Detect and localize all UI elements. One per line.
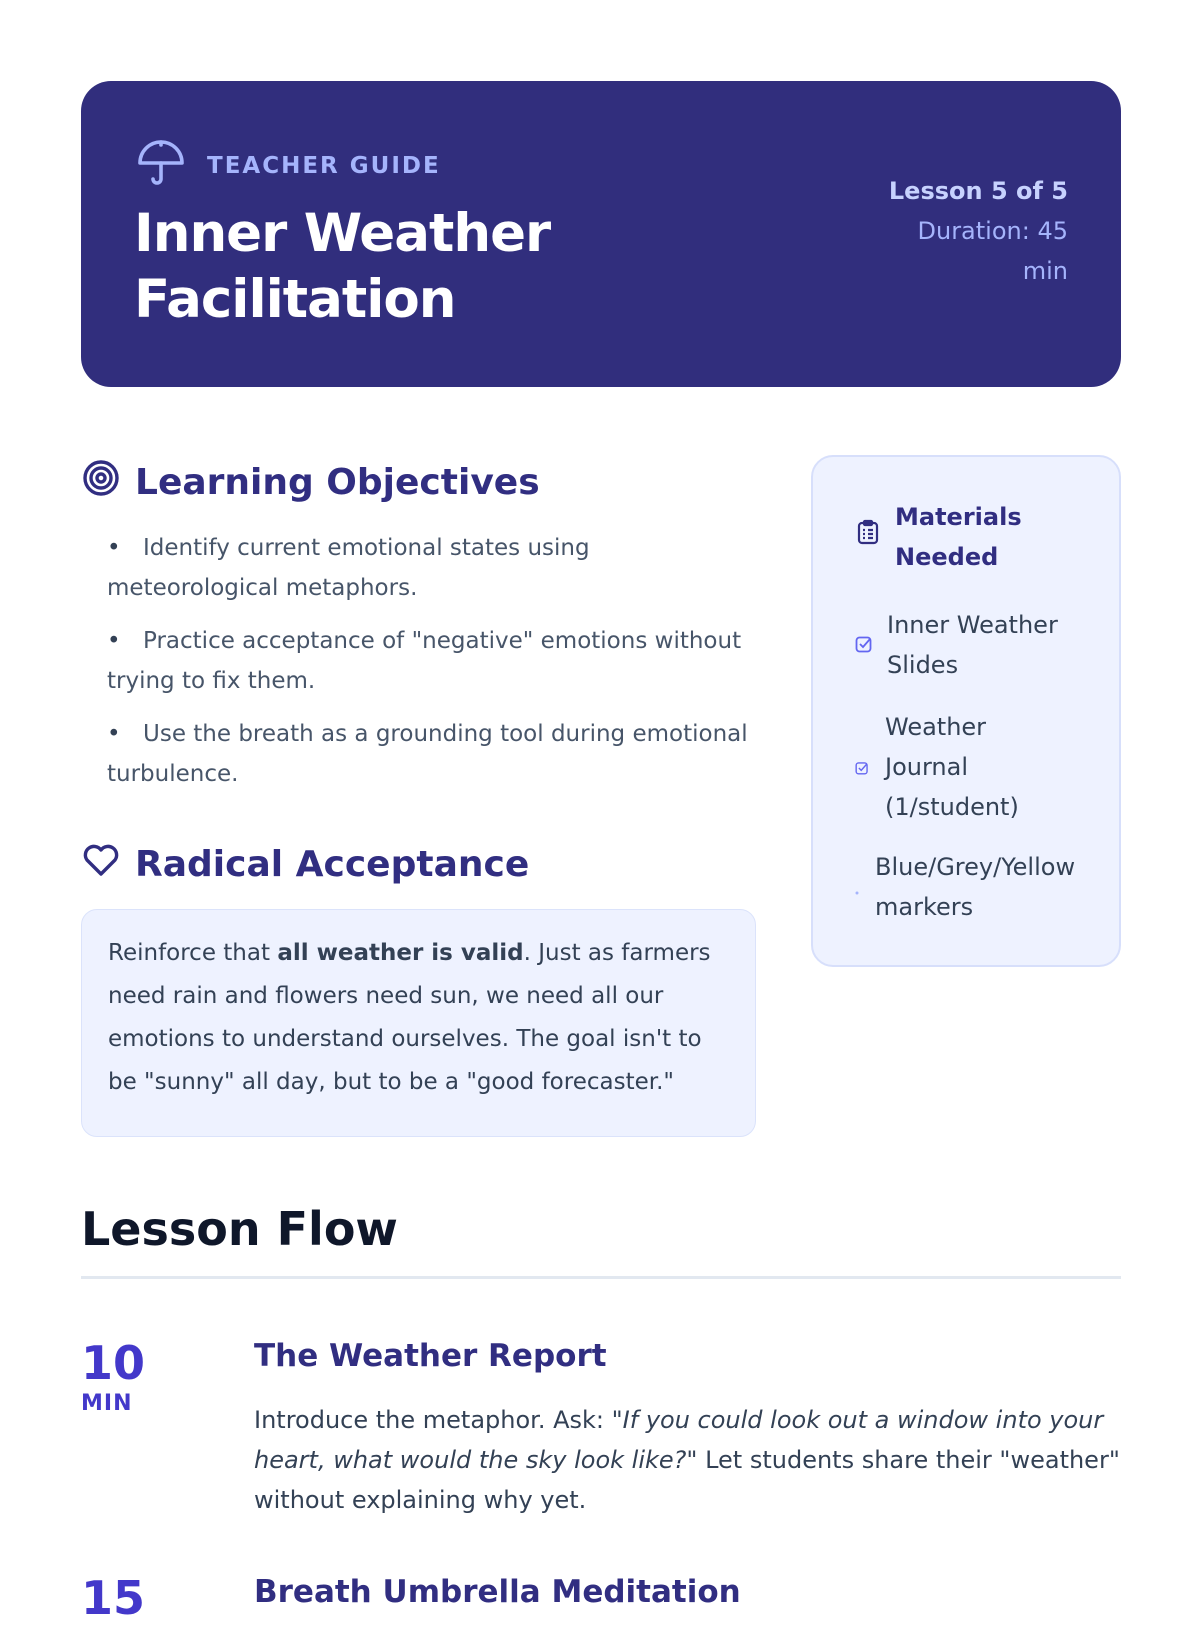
material-label: Blue/Grey/Yellow markers	[875, 853, 1076, 921]
step-unit: MIN	[81, 1391, 133, 1416]
list-item: • Identify current emotional states using meteorological metaphors.	[107, 535, 590, 601]
step-title: The Weather Report	[254, 1338, 607, 1374]
material-item	[855, 605, 1077, 685]
checkbox-icon	[855, 867, 859, 907]
step-minutes: 15	[81, 1571, 146, 1625]
step-minutes: 10	[81, 1336, 146, 1390]
checkbox-icon	[855, 747, 869, 787]
umbrella-icon	[135, 137, 187, 195]
step-quote: "If you could look out a window into your heart, what would the sky look like?"	[254, 1406, 1104, 1474]
materials-title: Materials Needed	[895, 503, 1022, 571]
lesson-number: Lesson 5 of 5	[888, 177, 1068, 205]
step-description: Introduce the metaphor. Ask: "If you could look out a window into your heart, what would the sky look like?" Let students share their "weather" without explaining why yet.	[254, 1406, 1120, 1514]
step-duration	[81, 1572, 145, 1624]
step-duration	[81, 1337, 145, 1419]
objectives-heading	[81, 458, 540, 507]
list-item: • Use the breath as a grounding tool during emotional turbulence.	[107, 721, 748, 787]
material-item	[855, 707, 1025, 827]
acceptance-heading	[81, 840, 529, 889]
step-title: Breath Umbrella Meditation	[254, 1574, 741, 1610]
lesson-meta	[868, 171, 1068, 291]
header-kicker	[135, 137, 441, 195]
lesson-flow-heading: Lesson Flow	[81, 1202, 398, 1256]
material-item	[855, 847, 1095, 927]
clipboard-icon	[855, 517, 881, 557]
acceptance-callout: Reinforce that all weather is valid. Just as farmers need rain and flowers need sun, we need all our emotions to understand ourselves. The goal isn't to be "sunny" all day, but to be a "good forecaster."	[81, 909, 756, 1137]
acceptance-title: Radical Acceptance	[135, 844, 530, 885]
target-icon	[81, 458, 121, 507]
heart-icon	[81, 840, 121, 889]
kicker-label: TEACHER GUIDE	[207, 153, 441, 179]
checkbox-icon	[855, 625, 873, 665]
materials-panel	[811, 455, 1121, 967]
list-item: • Practice acceptance of "negative" emotions without trying to fix them.	[107, 628, 742, 694]
material-label: Inner Weather Slides	[887, 611, 1058, 679]
lesson-header	[81, 81, 1121, 387]
section-divider	[81, 1276, 1121, 1279]
lesson-duration: Duration: 45 min	[917, 217, 1068, 285]
page-title: Inner Weather Facilitation	[134, 203, 551, 330]
materials-heading	[855, 497, 1025, 577]
objectives-title: Learning Objectives	[135, 462, 540, 503]
material-label: Weather Journal (1/student)	[885, 713, 1019, 821]
acceptance-emphasis: all weather is valid	[277, 940, 524, 966]
objectives-list	[107, 528, 757, 807]
